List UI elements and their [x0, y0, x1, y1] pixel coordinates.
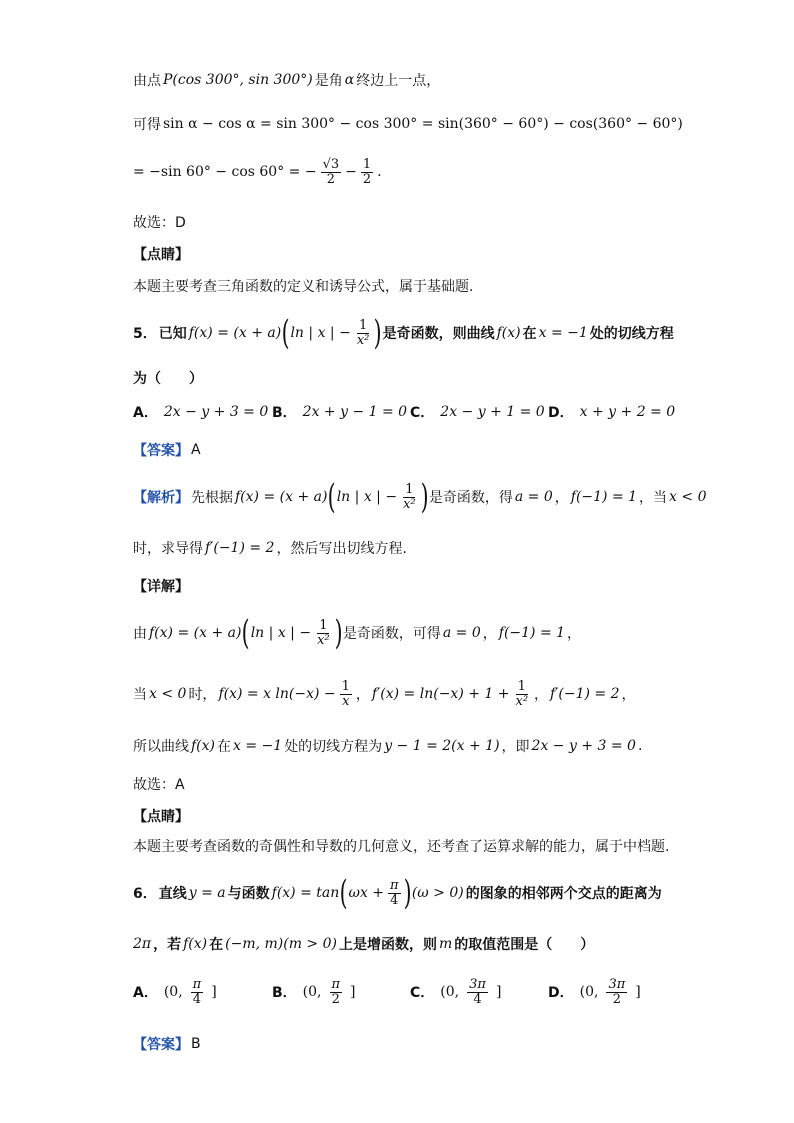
text: ，即: [501, 739, 530, 755]
text: 是奇函数，得: [428, 490, 513, 506]
option-text: 2x + y − 1 = 0: [302, 404, 408, 420]
numerator: π: [192, 977, 202, 992]
detail-tag: 【详解】: [133, 579, 189, 595]
math-op: −: [345, 164, 357, 181]
denominator: 4: [192, 991, 202, 1007]
fraction: [401, 483, 418, 511]
numerator: 1: [405, 481, 414, 497]
text: 为（ ）: [133, 371, 203, 387]
fraction: [191, 978, 204, 1006]
numerator: π: [390, 877, 399, 893]
option-label: C．: [410, 405, 435, 421]
math: x = −1: [233, 738, 283, 754]
option-c[interactable]: [410, 978, 501, 1006]
paragraph: [133, 276, 693, 296]
option-text: ]: [495, 984, 502, 1001]
choice-statement: [133, 774, 693, 794]
option-c[interactable]: [410, 402, 545, 422]
option-text: ]: [635, 984, 641, 1001]
text: ，: [355, 687, 370, 704]
detail-line-1: [133, 613, 693, 653]
paren: ): [374, 313, 382, 353]
math: f(x): [496, 325, 521, 341]
option-label: D．: [548, 985, 574, 1002]
math: x < 0: [149, 686, 187, 703]
math: f(x) = x ln(−x) −: [218, 686, 336, 703]
numerator: 1: [358, 317, 368, 333]
math: f(x) = (x + a): [235, 489, 328, 505]
text: 在: [209, 937, 224, 953]
text: 直线: [158, 886, 187, 902]
math: f(x): [191, 738, 216, 754]
fraction: [606, 978, 627, 1006]
option-text: ]: [350, 984, 356, 1001]
section-heading: [133, 576, 693, 596]
denominator: 2: [362, 171, 372, 187]
numerator: 3π: [608, 977, 626, 992]
math-point: P(cos 300°, sin 300°): [163, 72, 313, 88]
numerator: √3: [322, 157, 340, 172]
math-expression: sin α − cos α = sin 300° − cos 300° = sin(360° − 60°) − cos(360° − 60°): [163, 116, 683, 132]
fraction: [467, 978, 488, 1006]
math: f(x) = tan: [271, 885, 340, 901]
paren: (: [281, 313, 290, 353]
text: 的图象的相邻两个交点的距离为: [465, 886, 662, 902]
denominator: 2: [612, 991, 621, 1007]
math: f(−1) = 1: [570, 489, 638, 505]
text: .: [637, 738, 643, 754]
math: f(x) = (x + a): [149, 625, 242, 641]
option-a[interactable]: [133, 978, 217, 1006]
denominator: x²: [515, 693, 529, 709]
option-text: 2x − y + 3 = 0: [163, 404, 269, 420]
option-text: (0,: [579, 984, 599, 1001]
detail-line-2: [133, 680, 693, 708]
math: a = 0: [442, 625, 481, 641]
text: ，: [621, 687, 636, 704]
math: f′(x) = ln(−x) + 1 +: [371, 686, 510, 703]
section-heading: [133, 806, 693, 826]
math: 2π: [133, 936, 152, 952]
text: ，: [482, 626, 497, 642]
paren: ): [420, 477, 429, 517]
fraction: [340, 680, 352, 708]
text: 先根据: [191, 490, 233, 506]
text: 上是增函数，则: [338, 937, 437, 953]
numerator: π: [331, 977, 341, 992]
math: ln | x | −: [290, 325, 351, 341]
answer-value: A: [191, 442, 201, 458]
paren: (: [339, 873, 348, 913]
option-label: B．: [272, 405, 297, 421]
fraction: [388, 879, 401, 907]
math: x = −1: [538, 325, 588, 341]
math: m: [438, 936, 453, 952]
choose-text: 故选：A: [133, 777, 185, 793]
option-d[interactable]: [548, 402, 675, 422]
text: 已知: [158, 326, 187, 342]
math: f′(−1) = 2: [550, 686, 620, 703]
math: f(x) = (x + a): [188, 325, 282, 341]
text: ，: [567, 626, 582, 642]
question-6-stem-cont: [133, 934, 693, 954]
numerator: 1: [341, 679, 350, 694]
text: 处的切线方程: [589, 326, 674, 342]
option-label: C．: [410, 985, 435, 1002]
option-text: 2x − y + 1 = 0: [440, 404, 545, 420]
option-text: (0,: [163, 984, 183, 1001]
fraction: [330, 978, 343, 1006]
text: 所以曲线: [133, 739, 189, 755]
dianjing-text: 本题主要考查函数的奇偶性和导数的几何意义，还考查了运算求解的能力，属于中档题.: [133, 839, 670, 855]
option-label: B．: [272, 985, 297, 1002]
math: x < 0: [669, 489, 707, 505]
option-text: (0,: [302, 984, 322, 1001]
option-text: x + y + 2 = 0: [579, 404, 676, 420]
text: 时，求导得: [133, 541, 203, 557]
numerator: 3π: [469, 977, 486, 992]
answer-line: [133, 440, 693, 460]
dianjing-text: 本题主要考查三角函数的定义和诱导公式，属于基础题.: [133, 279, 474, 295]
text: ，: [554, 490, 569, 506]
choice-statement: [133, 212, 693, 232]
analysis-tag: 【解析】: [133, 490, 189, 506]
text: 时，: [188, 687, 217, 704]
fraction: [361, 158, 373, 186]
paren: ): [403, 873, 412, 913]
option-b[interactable]: [272, 402, 407, 422]
solution-line-result: [133, 158, 693, 186]
math: ln | x | −: [250, 625, 312, 641]
text: ，若: [153, 937, 182, 953]
math: ln | x | −: [336, 489, 398, 505]
math: (−m, m)(m > 0): [225, 936, 337, 952]
paren: ): [334, 613, 343, 653]
option-text: (0,: [440, 984, 460, 1001]
paren: (: [328, 477, 337, 517]
text: 与函数: [227, 886, 270, 902]
math-expression: = −sin 60° − cos 60° = −: [133, 164, 317, 181]
option-label: A．: [133, 985, 158, 1002]
math: f′(−1) = 2: [205, 540, 275, 556]
dianjing-tag: 【点睛】: [133, 247, 189, 263]
denominator: x²: [356, 332, 370, 348]
text: 终边上一点，: [356, 73, 441, 89]
math: y − 1 = 2(x + 1): [384, 738, 500, 754]
math: ωx +: [348, 885, 385, 901]
question-5-stem: [133, 313, 693, 353]
math-alpha: α: [344, 72, 355, 88]
paren: (: [242, 613, 251, 653]
text: 在: [217, 739, 232, 755]
option-label: A．: [133, 405, 158, 421]
question-number: 5．: [133, 326, 157, 342]
text: ，当: [639, 490, 668, 506]
section-heading: [133, 244, 693, 264]
text: ，: [534, 687, 549, 704]
detail-line-3: [133, 736, 693, 756]
question-5-stem-cont: [133, 368, 693, 388]
denominator: x²: [317, 632, 330, 648]
text: ，然后写出切线方程.: [276, 541, 407, 557]
question-number: 6．: [133, 886, 157, 902]
fraction: [315, 619, 332, 647]
text: 是奇函数，可得: [342, 626, 441, 642]
math: f(x): [183, 936, 208, 952]
numerator: 1: [319, 617, 328, 633]
question-6-stem: [133, 873, 693, 913]
solution-line-point: [133, 70, 693, 90]
math: a = 0: [514, 489, 553, 505]
text: 由: [133, 626, 147, 642]
text: 当: [133, 687, 147, 704]
denominator: 2: [326, 171, 335, 187]
choose-text: 故选：D: [133, 215, 186, 231]
analysis-line-2: [133, 538, 693, 558]
option-label: D．: [548, 405, 574, 421]
option-a[interactable]: [133, 402, 268, 422]
text: 的取值范围是（ ）: [454, 937, 595, 953]
text: 在: [522, 326, 537, 342]
answer-tag: 【答案】: [133, 443, 189, 459]
answer-line: [133, 1034, 693, 1054]
option-b[interactable]: [272, 978, 356, 1006]
denominator: 4: [390, 892, 399, 908]
numerator: 1: [517, 679, 526, 694]
math-op: .: [377, 164, 382, 181]
denominator: x²: [403, 496, 416, 512]
option-d[interactable]: [548, 978, 641, 1006]
text: 由点: [133, 73, 161, 89]
solution-line-expand: [133, 114, 693, 134]
text: 可得: [133, 117, 161, 133]
denominator: x: [342, 693, 350, 709]
answer-value: B: [191, 1036, 201, 1052]
denominator: 2: [331, 991, 340, 1007]
paragraph: [133, 836, 693, 856]
math: 2x − y + 3 = 0: [531, 738, 636, 754]
math: f(−1) = 1: [498, 625, 566, 641]
math: (ω > 0): [411, 885, 464, 901]
text: 处的切线方程为: [284, 739, 383, 755]
option-text: ]: [211, 984, 217, 1001]
dianjing-tag: 【点睛】: [133, 809, 189, 825]
numerator: 1: [362, 157, 372, 172]
denominator: 4: [473, 991, 482, 1007]
answer-tag: 【答案】: [133, 1037, 189, 1053]
fraction: [355, 319, 372, 347]
text: 是奇函数，则曲线: [382, 326, 495, 342]
fraction: [321, 158, 342, 186]
analysis-line-1: [133, 477, 707, 517]
math: y = a: [188, 885, 226, 901]
fraction: [514, 680, 531, 708]
text: 是角: [314, 73, 343, 89]
